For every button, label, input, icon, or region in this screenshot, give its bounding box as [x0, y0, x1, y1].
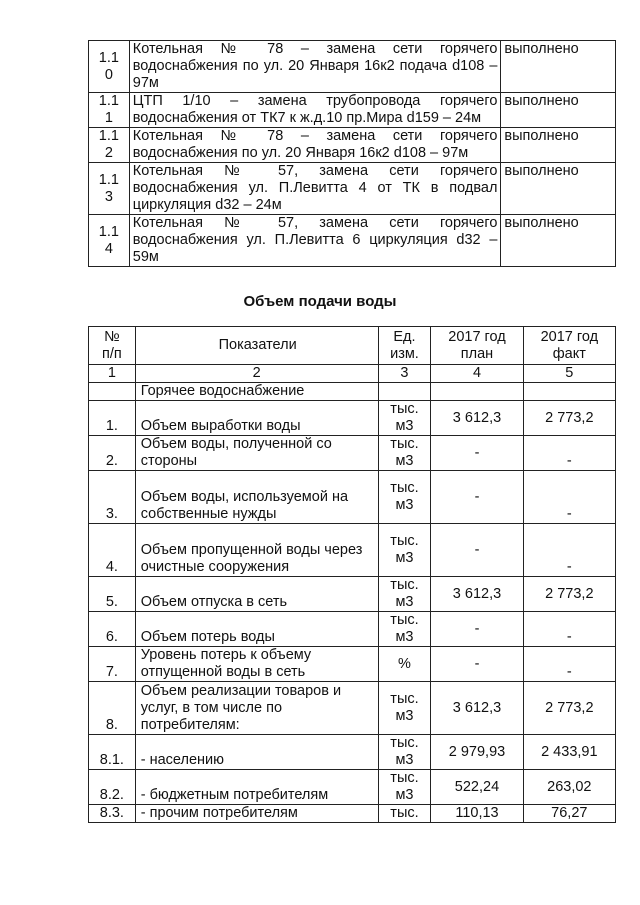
row-indicator: - населению	[135, 735, 378, 770]
row-unit: тыс. м3	[378, 682, 431, 735]
header-num: № п/п	[89, 327, 136, 365]
row-fact-2017: 2 773,2	[523, 401, 615, 436]
table-row	[89, 612, 616, 647]
table-row	[89, 805, 616, 823]
row-plan-2017: -	[431, 647, 523, 682]
row-plan-2017: 110,13	[431, 805, 523, 823]
work-status: выполнено	[501, 41, 616, 93]
section-label: Горячее водоснабжение	[135, 383, 378, 401]
row-fact-2017: 76,27	[523, 805, 615, 823]
row-fact-2017: -	[523, 524, 615, 577]
work-description: Котельная № 57, замена сети горячего водоснабжения ул. П.Левитта 6 циркуляция d32 – 59м	[129, 215, 501, 267]
row-indicator: - бюджетным потребителям	[135, 770, 378, 805]
table-row	[89, 215, 616, 267]
row-unit: тыс. м3	[378, 524, 431, 577]
table-row	[89, 647, 616, 682]
row-fact-2017: -	[523, 612, 615, 647]
section-row	[89, 383, 616, 401]
row-unit: тыс. м3	[378, 577, 431, 612]
column-index: 3	[378, 365, 431, 383]
table-row	[89, 163, 616, 215]
row-indicator: Объем воды, полученной со стороны	[135, 436, 378, 471]
row-unit: тыс.	[378, 805, 431, 823]
table-row	[89, 524, 616, 577]
row-unit: тыс. м3	[378, 436, 431, 471]
row-plan-2017: -	[431, 612, 523, 647]
header-fact: 2017 год факт	[523, 327, 615, 365]
row-plan-2017: -	[431, 524, 523, 577]
column-index: 2	[135, 365, 378, 383]
row-unit: %	[378, 647, 431, 682]
work-number: 1.1 4	[89, 215, 130, 267]
table-row	[89, 41, 616, 93]
row-number: 8.	[89, 682, 136, 735]
table-row	[89, 128, 616, 163]
completed-works-table	[88, 40, 616, 267]
work-description: ЦТП 1/10 – замена трубопровода горячего водоснабжения от ТК7 к ж.д.10 пр.Мира d159 – 24м	[129, 93, 501, 128]
table-header-row	[89, 327, 616, 365]
work-status: выполнено	[501, 163, 616, 215]
table-row	[89, 93, 616, 128]
row-number: 7.	[89, 647, 136, 682]
row-number: 8.3.	[89, 805, 136, 823]
table-row	[89, 735, 616, 770]
row-indicator: Объем воды, используемой на собственные нужды	[135, 471, 378, 524]
work-status: выполнено	[501, 93, 616, 128]
row-plan-2017: 2 979,93	[431, 735, 523, 770]
row-unit: тыс. м3	[378, 770, 431, 805]
water-supply-volume-table	[88, 326, 616, 823]
table-row	[89, 471, 616, 524]
work-status: выполнено	[501, 215, 616, 267]
row-fact-2017: 2 773,2	[523, 682, 615, 735]
row-number: 8.1.	[89, 735, 136, 770]
row-number: 4.	[89, 524, 136, 577]
row-number: 3.	[89, 471, 136, 524]
work-number: 1.1 0	[89, 41, 130, 93]
row-number: 8.2.	[89, 770, 136, 805]
row-indicator: Объем пропущенной воды через очистные сооружения	[135, 524, 378, 577]
row-fact-2017: 2 773,2	[523, 577, 615, 612]
table-row	[89, 682, 616, 735]
work-number: 1.1 2	[89, 128, 130, 163]
table-row	[89, 436, 616, 471]
row-unit: тыс. м3	[378, 401, 431, 436]
row-plan-2017: -	[431, 471, 523, 524]
row-indicator: Объем потерь воды	[135, 612, 378, 647]
table-row	[89, 401, 616, 436]
column-index: 4	[431, 365, 523, 383]
work-number: 1.1 3	[89, 163, 130, 215]
row-fact-2017: -	[523, 647, 615, 682]
water-supply-volume-title: Объем подачи воды	[243, 293, 397, 310]
table-row	[89, 770, 616, 805]
row-plan-2017: 3 612,3	[431, 682, 523, 735]
row-indicator: Объем отпуска в сеть	[135, 577, 378, 612]
row-unit: тыс. м3	[378, 471, 431, 524]
row-number: 2.	[89, 436, 136, 471]
row-plan-2017: 3 612,3	[431, 577, 523, 612]
row-indicator: - прочим потребителям	[135, 805, 378, 823]
row-plan-2017: -	[431, 436, 523, 471]
work-description: Котельная № 57, замена сети горячего водоснабжения ул. П.Левитта 4 от ТК в подвал циркуляция d32 – 24м	[129, 163, 501, 215]
row-number: 1.	[89, 401, 136, 436]
row-indicator: Уровень потерь к объему отпущенной воды в сеть	[135, 647, 378, 682]
column-index: 1	[89, 365, 136, 383]
row-plan-2017: 3 612,3	[431, 401, 523, 436]
column-index-row	[89, 365, 616, 383]
row-indicator: Объем реализации товаров и услуг, в том числе по потребителям:	[135, 682, 378, 735]
header-indicator: Показатели	[135, 327, 378, 365]
row-plan-2017: 522,24	[431, 770, 523, 805]
work-status: выполнено	[501, 128, 616, 163]
row-unit: тыс. м3	[378, 735, 431, 770]
row-indicator: Объем выработки воды	[135, 401, 378, 436]
work-number: 1.1 1	[89, 93, 130, 128]
row-number: 6.	[89, 612, 136, 647]
table-row	[89, 577, 616, 612]
row-fact-2017: -	[523, 436, 615, 471]
work-description: Котельная № 78 – замена сети горячего водоснабжения по ул. 20 Января 16к2 d108 – 97м	[129, 128, 501, 163]
row-fact-2017: 2 433,91	[523, 735, 615, 770]
header-unit: Ед. изм.	[378, 327, 431, 365]
row-unit: тыс. м3	[378, 612, 431, 647]
work-description: Котельная № 78 – замена сети горячего водоснабжения по ул. 20 Января 16к2 подача d108 – 97м	[129, 41, 501, 93]
row-fact-2017: -	[523, 471, 615, 524]
column-index: 5	[523, 365, 615, 383]
row-fact-2017: 263,02	[523, 770, 615, 805]
header-plan: 2017 год план	[431, 327, 523, 365]
row-number: 5.	[89, 577, 136, 612]
